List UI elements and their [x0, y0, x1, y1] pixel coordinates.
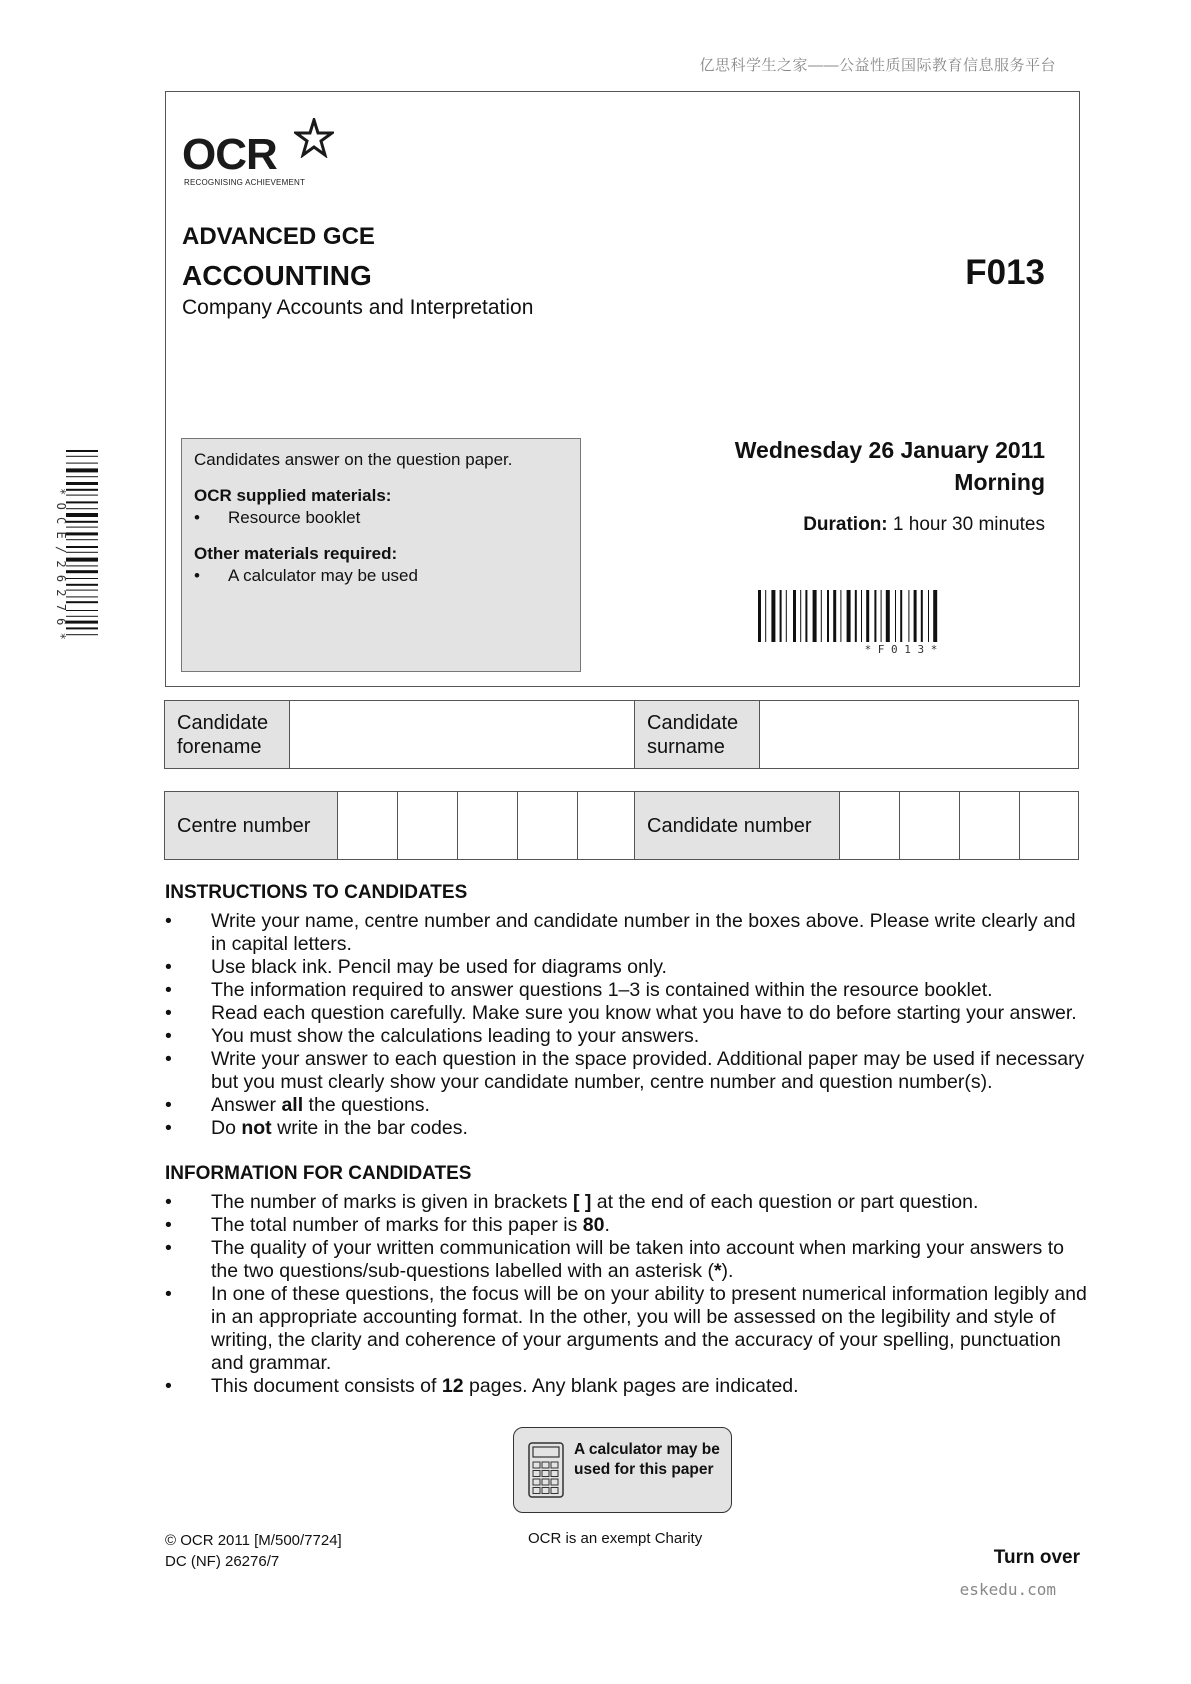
instruction-item: • You must show the calculations leading to your answers.	[165, 1025, 700, 1047]
barcode-right	[758, 590, 1044, 654]
calculator-notice	[513, 1427, 732, 1513]
instruction-item: • The information required to answer questions 1–3 is contained within the resource booklet.	[165, 979, 993, 1001]
barcode-left	[52, 450, 98, 678]
surname-field[interactable]	[760, 701, 1078, 768]
centre-number-box[interactable]	[398, 792, 458, 859]
candidate-number-box[interactable]	[960, 792, 1020, 859]
candidate-number-label: Candidate number	[635, 792, 840, 859]
candidate-number-table	[164, 791, 1079, 860]
instruction-item: • Write your name, centre number and candidate number in the boxes above. Please write clearly and in capital letters.	[165, 910, 1076, 955]
forename-label: Candidate forename	[165, 701, 290, 768]
information-heading: INFORMATION FOR CANDIDATES	[165, 1163, 472, 1184]
information-item: • The total number of marks for this paper is 80.	[165, 1214, 610, 1236]
turn-over: Turn over	[993, 1547, 1080, 1568]
unit-title: Company Accounts and Interpretation	[182, 296, 534, 319]
centre-number-box[interactable]	[338, 792, 398, 859]
information-item: • In one of these questions, the focus will be on your ability to present numerical information legibly and in an appropriate accounting format. In the other, you will be assessed on the legibility and style of writing, the clarity and coherence of your arguments and the accuracy of your spelling, punctuation and grammar.	[165, 1283, 1087, 1374]
forename-field[interactable]	[290, 701, 635, 768]
exam-date: Wednesday 26 January 2011 Morning	[734, 437, 1045, 495]
candidate-name-table	[164, 700, 1079, 769]
supplied-material-item: • Resource booklet	[194, 508, 361, 527]
ocr-logo	[182, 118, 342, 188]
calculator-icon	[528, 1442, 564, 1498]
footer-left	[165, 1530, 342, 1572]
instruction-item: • Answer all the questions.	[165, 1094, 430, 1116]
watermark-bottom: eskedu.com	[959, 1580, 1056, 1599]
document-ref: DC (NF) 26276/7	[165, 1553, 280, 1570]
instruction-item: • Use black ink. Pencil may be used for diagrams only.	[165, 956, 667, 978]
surname-label: Candidate surname	[635, 701, 760, 768]
other-materials-heading: Other materials required:	[194, 544, 398, 563]
candidate-number-box[interactable]	[840, 792, 900, 859]
logo-word: OCR	[182, 130, 277, 179]
information-item: • This document consists of 12 pages. Any blank pages are indicated.	[165, 1375, 799, 1397]
other-material-item: • A calculator may be used	[194, 566, 418, 585]
copyright: © OCR 2011 [M/500/7724]	[165, 1532, 342, 1549]
instruction-item: • Write your answer to each question in the space provided. Additional paper may be used if necessary but you must clearly show your candidate number, centre number and question number(s).	[165, 1048, 1085, 1093]
supplied-materials-heading: OCR supplied materials:	[194, 486, 392, 505]
qualification-title: ADVANCED GCE	[182, 223, 375, 250]
centre-number-box[interactable]	[458, 792, 518, 859]
information-list	[165, 1191, 1090, 1398]
centre-number-box[interactable]	[578, 792, 635, 859]
materials-box	[181, 438, 581, 672]
watermark-top: 亿思科学生之家——公益性质国际教育信息服务平台	[699, 57, 1056, 74]
calculator-notice-text: A calculator may be used for this paper	[574, 1441, 720, 1478]
instructions-list	[165, 910, 1090, 1140]
charity-note: OCR is an exempt Charity	[528, 1530, 703, 1547]
star-icon	[294, 118, 334, 158]
subject-title: ACCOUNTING	[182, 260, 372, 291]
centre-number-label: Centre number	[165, 792, 338, 859]
logo-tagline: RECOGNISING ACHIEVEMENT	[184, 178, 306, 187]
information-item: • The number of marks is given in brackets [ ] at the end of each question or part question.	[165, 1191, 979, 1213]
unit-code: F013	[965, 253, 1045, 292]
barcode-left-text: * O C E / 2 6 2 7 6 *	[54, 488, 68, 640]
barcode-right-text: * F 0 1 3 *	[864, 643, 938, 654]
exam-duration: Duration: 1 hour 30 minutes	[803, 514, 1045, 535]
instruction-item: • Read each question carefully. Make sure you know what you have to do before starting your answer.	[165, 1002, 1077, 1024]
candidate-number-box[interactable]	[900, 792, 960, 859]
instructions-heading: INSTRUCTIONS TO CANDIDATES	[165, 882, 468, 903]
information-item: • The quality of your written communication will be taken into account when marking your answers to the two questions/sub-questions labelled with an asterisk (*).	[165, 1237, 1064, 1282]
materials-intro: Candidates answer on the question paper.	[194, 450, 513, 469]
instruction-item: • Do not write in the bar codes.	[165, 1117, 468, 1139]
candidate-number-box[interactable]	[1020, 792, 1078, 859]
centre-number-box[interactable]	[518, 792, 578, 859]
